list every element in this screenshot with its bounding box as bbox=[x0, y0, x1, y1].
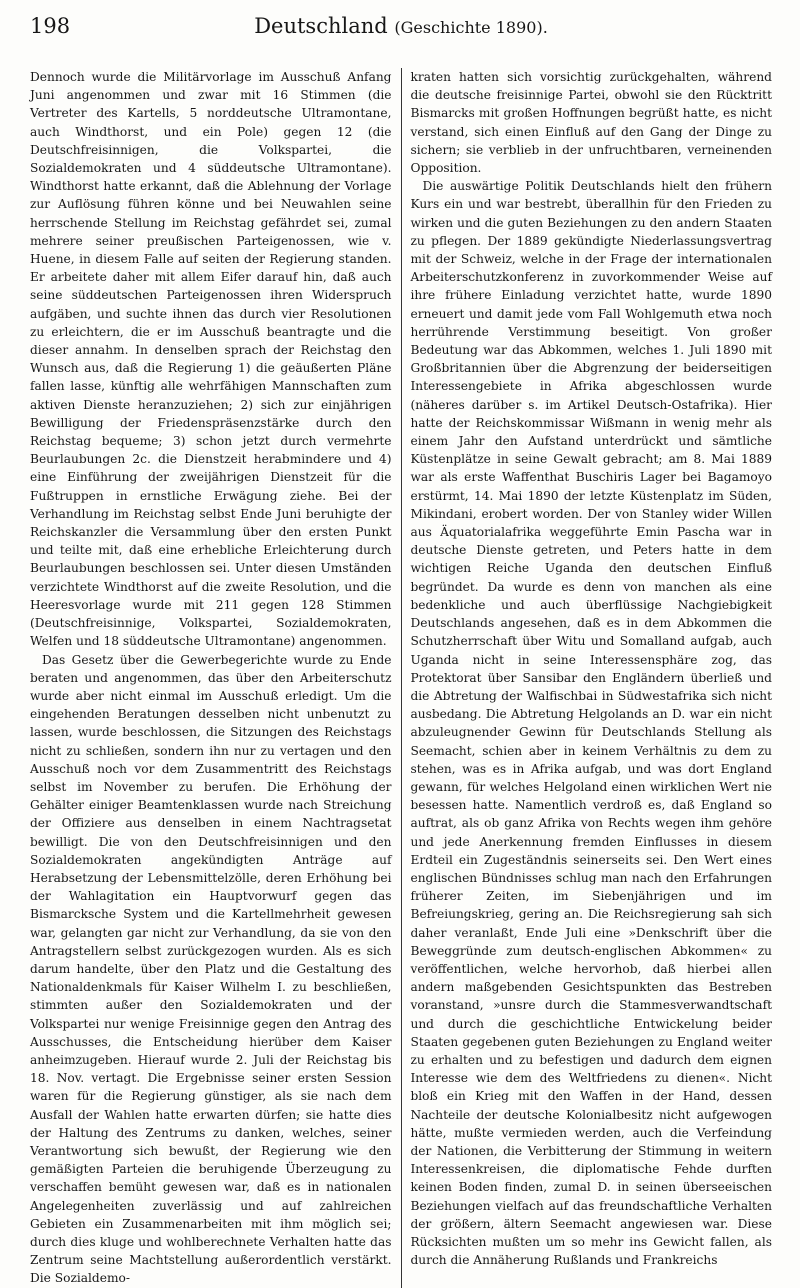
paragraph: Dennoch wurde die Militärvorlage im Ausschuß Anfang Juni angenommen und zwar mit 16 Stimmen (die Vertreter des Kartells, 5 norddeutsche Ultramontane, auch Windthorst, und ein Pole) gegen 12 (die Deutschfreisinnigen, die Volkspartei, die Sozialdemokraten und 4 süddeutsche Ultramontane). Windthorst hatte erkannt, daß die Ablehnung der Vorlage zur Auflösung führen könne und bei Neuwahlen seine herrschende Stellung im Reichstag gefährdet sei, zumal mehrere seiner preußischen Parteigenossen, wie v. Huene, in diesem Falle auf seiten der Regierung standen. Er arbeitete daher mit allem Eifer darauf hin, daß auch seine süddeutschen Parteigenossen ihren Widerspruch aufgäben, und suchte ihnen das durch vier Resolutionen zu erleichtern, die er im Ausschuß beantragte und die dieser annahm. In denselben sprach der Reichstag den Wunsch aus, daß die Regierung 1) die geäußerten Pläne fallen lasse, künftig alle wehrfähigen Mannschaften zum aktiven Dienste heranzuziehen; 2) sich zur einjährigen Bewilligung der Friedenspräsenzstärke durch den Reichstag bequeme; 3) schon jetzt durch vermehrte Beurlaubungen 2c. die Dienstzeit herabmindere und 4) eine Einführung der zweijährigen Dienstzeit für die Fußtruppen in ernstliche Erwägung ziehe. Bei der Verhandlung im Reichstag selbst Ende Juni beruhigte der Reichskanzler die Versammlung über den ersten Punkt und teilte mit, daß eine erhebliche Erleichterung durch Beurlaubungen beschlossen sei. Unter diesen Umständen verzichtete Windthorst auf die zweite Resolution, und die Heeresvorlage wurde mit 211 gegen 128 Stimmen (Deutschfreisinnige, Volkspartei, Sozialdemokraten, Welfen und 18 süddeutsche Ultramontane) angenommen. bbox=[30, 70, 392, 649]
paragraph: Das Gesetz über die Gewerbegerichte wurde zu Ende beraten und angenommen, das über den Arbeiterschutz wurde aber nicht einmal im Ausschuß erledigt. Um die eingehenden Beratungen desselben nicht unbenutzt zu lassen, wurde beschlossen, die Sitzungen des Reichstags nicht zu schließen, sondern ihn nur zu vertagen und den Ausschuß noch vor dem Zusammentritt des Reichstags selbst im November zu berufen. Die Erhöhung der Gehälter einiger Beamtenklassen wurde nach Streichung der Offiziere aus denselben in einem Nachtragsetat bewilligt. Die von den Deutschfreisinnigen und den Sozialdemokraten angekündigten Anträge auf Herabsetzung der Lebensmittelzölle, deren Erhöhung bei der Wahlagitation ein Hauptvorwurf gegen das Bismarcksche System und die Kartellmehrheit gewesen war, gelangten gar nicht zur Verhandlung, da sie von den Antragstellern selbst zurückgezogen wurden. Als es sich darum handelte, über den Platz und die Gestaltung des Nationaldenkmals für Kaiser Wilhelm I. zu beschließen, stimmten außer den Sozialdemokraten und der Volkspartei nur wenige Freisinnige gegen den Antrag des Ausschusses, die Entscheidung hierüber dem Kaiser anheimzugeben. Hierauf wurde 2. Juli der Reichstag bis 18. Nov. vertagt. Die Ergebnisse seiner ersten Session waren für die Regierung günstiger, als sie nach dem Ausfall der Wahlen hatte erwarten dürfen; sie hatte dies der Haltung des Zentrums zu danken, welches, seiner Verantwortung sich bewußt, der Regierung wie den gemäßigten Parteien die beruhigende Überzeugung zu verschaffen bemüht gewesen war, daß es in nationalen Angelegenheiten zuverlässig und auf zahlreichen Gebieten ein Zusammenarbeiten mit ihm möglich sei; durch dies kluge und wohlberechnete Verhalten hatte das Zentrum seine Machtstellung außerordentlich verstärkt. Die Sozialdemo- bbox=[30, 652, 392, 1286]
paragraph: Die auswärtige Politik Deutschlands hielt den frühern Kurs ein und war bestrebt, überallhin für den Frieden zu wirken und die guten Beziehungen zu den andern Staaten zu pflegen. Der 1889 gekündigte Niederlassungsvertrag mit der Schweiz, welche in der Frage der internationalen Arbeiterschutzkonferenz in zuvorkommender Weise auf ihre frühere Einladung verzichtet hatte, wurde 1890 erneuert und damit jede vom Fall Wohlgemuth etwa noch herrührende Verstimmung beseitigt. Von großer Bedeutung war das Abkommen, welches 1. Juli 1890 mit Großbritannien über die Abgrenzung der beiderseitigen Interessengebiete in Afrika abgeschlossen wurde (näheres darüber s. im Artikel Deutsch-Ostafrika). Hier hatte der Reichskommissar Wißmann in wenig mehr als einem Jahr den Aufstand unterdrückt und sämtliche Küstenplätze in seine Gewalt gebracht; am 8. Mai 1889 war als erste Waffenthat Buschiris Lager bei Bagamoyo erstürmt, 14. Mai 1890 der letzte Küstenplatz im Süden, Mikindani, erobert worden. Der von Stanley wider Willen aus Äquatorialafrika weggeführte Emin Pascha war in deutsche Dienste getreten, und Peters hatte in dem wichtigen Reiche Uganda den deutschen Einfluß begründet. Da wurde es denn von manchen als eine bedenkliche und auch überflüssige Nachgiebigkeit Deutschlands angesehen, daß es in dem Abkommen die Schutzherrschaft über Witu und Somalland aufgab, auch Uganda nicht in seine Interessensphäre zog, das Protektorat über Sansibar den Engländern überließ und die Abtretung der Walfischbai in Südwestafrika sich nicht ausbedang. Die Abtretung Helgolands an D. war ein nicht abzuleugnender Gewinn für Deutschlands Stellung als Seemacht, schien aber in keinem Verhältnis zu dem zu stehen, was es in Afrika aufgab, und was dort England gewann, für welches Helgoland einen wirklichen Wert nie besessen hatte. Namentlich verdroß es, daß England so auftrat, als ob ganz Afrika von Rechts wegen ihm gehöre und jede Anerkennung fremden Einflusses in diesem Erdteil ein Zugeständnis seinerseits sei. Den Wert eines englischen Bündnisses schlug man nach den Erfahrungen früherer Zeiten, im Siebenjährigen und im Befreiungskrieg, gering an. Die Reichsregierung sah sich daher veranlaßt, Ende Juli eine »Denkschrift über die Beweggründe zum deutsch-englischen Abkommen« zu veröffentlichen, welche hervorhob, daß hierbei allen andern maßgebenden Gesichtspunkten das Bestreben voranstand, »unsre durch die Stammesverwandtschaft und durch die geschichtliche Entwickelung beider Staaten gegebenen guten Beziehungen zu England weiter zu erhalten und zu befestigen und dadurch dem eignen Interesse wie dem des Weltfriedens zu dienen«. Nicht bloß ein Krieg mit den Waffen in der Hand, dessen Nachteile der deutsche Kolonialbesitz nicht aufgewogen hätte, mußte vermieden werden, auch die Verfeindung der Nationen, die Verbitterung der Stimmung in weitern Interessenkreisen, die diplomatische Fehde durften keinen Boden finden, zumal D. in seinen überseeischen Beziehungen vielfach auf das freundschaftliche Verhalten der größern, ältern Seemacht angewiesen war. Diese Rücksichten mußten um so mehr ins Gewicht fallen, als durch die Annäherung Rußlands und Frankreichs bbox=[410, 179, 772, 1268]
paragraph: kraten hatten sich vorsichtig zurückgehalten, während die deutsche freisinnige Partei, obwohl sie den Rücktritt Bismarcks mit großen Hoffnungen begrüßt hatte, es nicht verstand, sich einen Einfluß auf den Gang der Dinge zu sichern; sie verblieb in der unfruchtbaren, verneinenden Opposition. bbox=[410, 70, 772, 176]
running-title-main: Deutschland bbox=[254, 14, 388, 38]
text-columns bbox=[30, 68, 772, 1288]
running-title-subtitle: (Geschichte 1890). bbox=[394, 18, 548, 37]
page-header bbox=[30, 14, 772, 48]
left-column bbox=[30, 68, 401, 1288]
page-number: 198 bbox=[30, 14, 71, 38]
right-column bbox=[401, 68, 772, 1288]
running-title bbox=[90, 14, 712, 38]
